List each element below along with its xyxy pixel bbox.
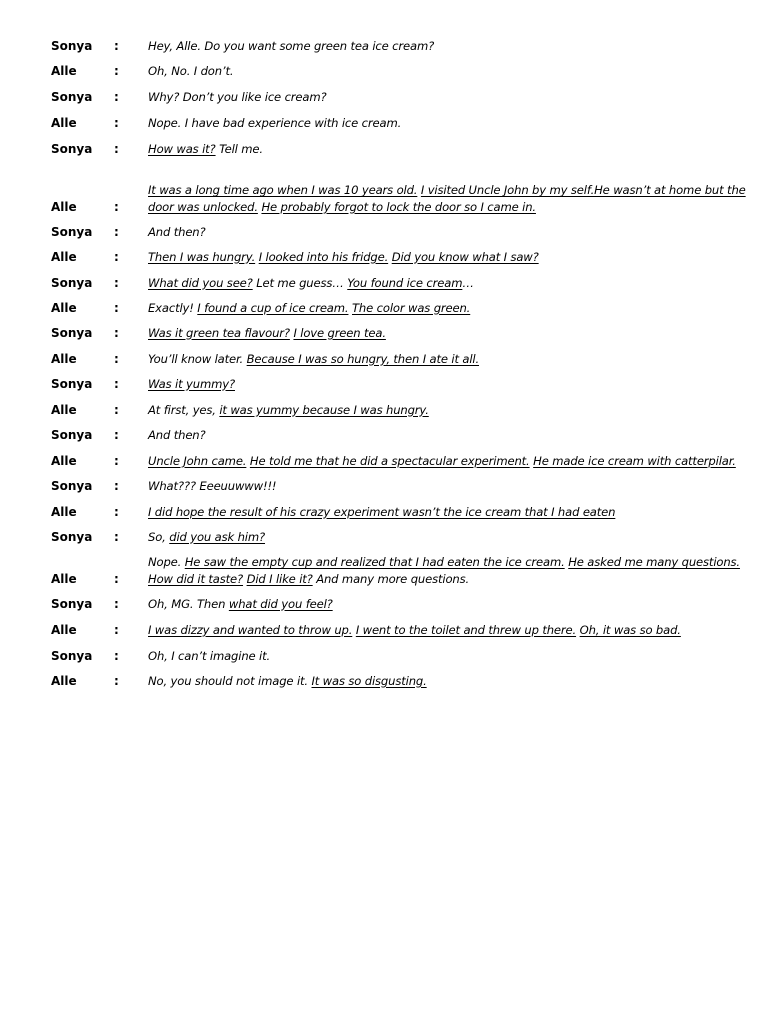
underlined-phrase: Then I was hungry. — [148, 249, 256, 264]
speaker-separator: : — [114, 326, 119, 340]
underlined-phrase: Did I like it? — [246, 571, 313, 586]
speaker-separator: : — [114, 116, 119, 130]
speaker-name: Alle — [51, 505, 77, 519]
speaker-name: Sonya — [51, 225, 93, 239]
speaker-name: Sonya — [51, 597, 93, 611]
speaker-separator: : — [114, 352, 119, 366]
speaker-name: Alle — [51, 352, 77, 366]
underlined-phrase: What did you see? — [148, 275, 253, 290]
speaker-name: Sonya — [51, 377, 93, 391]
plain-phrase: Exactly! — [148, 300, 198, 315]
underlined-phrase: It was so disgusting. — [311, 673, 427, 688]
underlined-phrase: You found ice cream — [347, 275, 463, 290]
dialogue-text — [148, 673, 748, 690]
plain-phrase: Nope. — [148, 555, 185, 569]
underlined-phrase: He saw the empty cup and realized that I had eaten the ice cream. — [184, 555, 565, 569]
plain-phrase: You’ll know later. — [148, 351, 247, 366]
underlined-phrase: He probably forgot to lock the door so I came in. — [261, 199, 536, 214]
speaker-separator: : — [114, 200, 119, 214]
underlined-phrase: Because I was so hungry, then I ate it all. — [246, 351, 480, 366]
speaker-separator: : — [114, 403, 119, 417]
plain-phrase: At first, yes, — [148, 402, 220, 417]
speaker-separator: : — [114, 530, 119, 544]
speaker-name: Alle — [51, 64, 77, 78]
underlined-phrase: I love green tea. — [293, 325, 386, 340]
speaker-name: Sonya — [51, 428, 93, 442]
underlined-phrase: I visited Uncle John by my self.He wasn’t at home but the door was unlocked. — [148, 183, 746, 214]
speaker-separator: : — [114, 276, 119, 290]
underlined-phrase: Was it green tea flavour? — [148, 325, 290, 340]
underlined-phrase: it was yummy because I was hungry. — [219, 402, 429, 417]
speaker-separator: : — [114, 39, 119, 53]
plain-phrase: So, — [148, 529, 170, 544]
speaker-separator: : — [114, 479, 119, 493]
speaker-separator: : — [114, 142, 119, 156]
speaker-name: Alle — [51, 454, 77, 468]
underlined-phrase: did you ask him? — [169, 529, 266, 544]
speaker-separator: : — [114, 597, 119, 611]
speaker-separator: : — [114, 64, 119, 78]
plain-phrase: Nope. I have bad experience with ice cream. — [148, 115, 402, 130]
speaker-separator: : — [114, 90, 119, 104]
speaker-name: Sonya — [51, 90, 93, 104]
underlined-phrase: It was a long time ago when I was 10 years old. — [148, 183, 418, 197]
underlined-phrase: He told me that he did a spectacular experiment. — [249, 453, 530, 468]
plain-phrase: And then? — [148, 427, 206, 442]
underlined-phrase: I went to the toilet and threw up there. — [355, 622, 577, 637]
plain-phrase: Oh, I can’t imagine it. — [148, 648, 271, 663]
underlined-phrase: The color was green. — [352, 300, 471, 315]
speaker-name: Alle — [51, 623, 77, 637]
speaker-name: Alle — [51, 301, 77, 315]
underlined-phrase: Did you know what I saw? — [391, 249, 539, 264]
plain-phrase: Why? Don’t you like ice cream? — [148, 89, 327, 104]
speaker-name: Sonya — [51, 479, 93, 493]
plain-phrase: … — [462, 275, 474, 290]
speaker-name: Alle — [51, 572, 77, 586]
plain-phrase: And many more questions. — [312, 571, 470, 586]
underlined-phrase: I was dizzy and wanted to throw up. — [148, 622, 353, 637]
speaker-separator: : — [114, 454, 119, 468]
speaker-separator: : — [114, 623, 119, 637]
speaker-name: Sonya — [51, 530, 93, 544]
plain-phrase: Oh, No. I don’t. — [148, 63, 234, 78]
speaker-name: Alle — [51, 200, 77, 214]
underlined-phrase: Oh, it was so bad. — [579, 622, 681, 637]
plain-phrase: What??? Eeeuuwww!!! — [148, 478, 277, 493]
plain-phrase: Let me guess… — [252, 275, 348, 290]
underlined-phrase: How did it taste? — [148, 571, 244, 586]
speaker-name: Sonya — [51, 276, 93, 290]
speaker-name: Sonya — [51, 649, 93, 663]
underlined-phrase: I found a cup of ice cream. — [197, 300, 349, 315]
speaker-name: Alle — [51, 674, 77, 688]
speaker-name: Sonya — [51, 142, 93, 156]
speaker-separator: : — [114, 572, 119, 586]
underlined-phrase: How was it? — [148, 141, 216, 156]
speaker-separator: : — [114, 649, 119, 663]
speaker-name: Alle — [51, 250, 77, 264]
speaker-name: Sonya — [51, 326, 93, 340]
underlined-phrase: He made ice cream with catterpilar. — [533, 453, 736, 468]
underlined-phrase: what did you feel? — [228, 596, 333, 611]
underlined-phrase: Uncle John came. — [148, 453, 247, 468]
speaker-separator: : — [114, 428, 119, 442]
speaker-name: Alle — [51, 116, 77, 130]
plain-phrase: Oh, MG. Then — [148, 596, 229, 611]
plain-phrase: No, you should not image it. — [148, 673, 312, 688]
underlined-phrase: He asked me many questions. — [568, 555, 740, 569]
speaker-separator: : — [114, 674, 119, 688]
speaker-name: Alle — [51, 403, 77, 417]
speaker-separator: : — [114, 301, 119, 315]
plain-phrase: Hey, Alle. Do you want some green tea ice cream? — [148, 38, 435, 53]
speaker-separator: : — [114, 377, 119, 391]
underlined-phrase: Was it yummy? — [148, 376, 235, 391]
underlined-phrase: I did hope the result of his crazy experiment wasn’t the ice cream that I had eaten — [148, 504, 616, 519]
plain-phrase: And then? — [148, 224, 206, 239]
underlined-phrase: I looked into his fridge. — [258, 249, 389, 264]
speaker-name: Sonya — [51, 39, 93, 53]
speaker-separator: : — [114, 505, 119, 519]
speaker-separator: : — [114, 225, 119, 239]
plain-phrase: Tell me. — [215, 141, 263, 156]
speaker-separator: : — [114, 250, 119, 264]
